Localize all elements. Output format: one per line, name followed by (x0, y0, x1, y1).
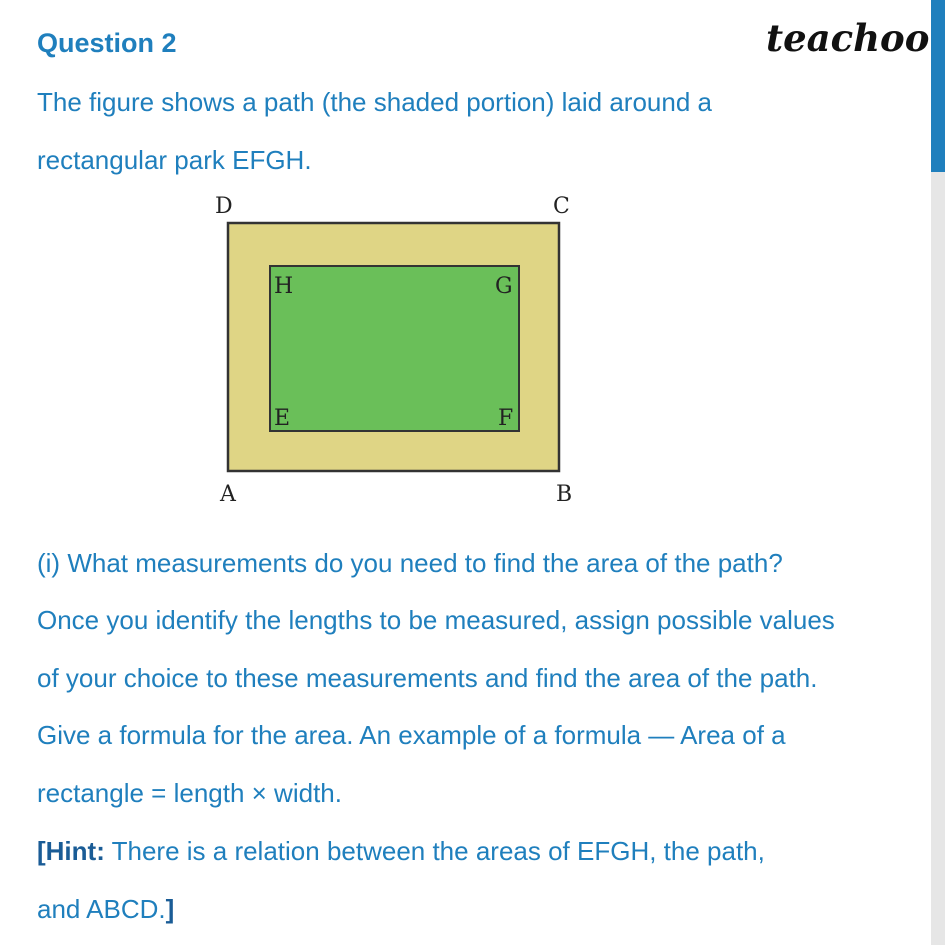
label-c: C (553, 194, 570, 219)
hint-line-2 (37, 894, 174, 925)
label-a: A (220, 482, 236, 507)
inner-rectangle-efgh (270, 266, 519, 431)
park-figure (200, 185, 600, 515)
hint-text-1: There is a relation between the areas of EFGH, the path, (104, 836, 765, 866)
intro-line-1: The figure shows a path (the shaded portion) laid around a (37, 87, 712, 117)
park-diagram (200, 185, 600, 515)
hint-label: [Hint: (37, 836, 105, 866)
label-e: E (274, 406, 291, 431)
part-i-line-3: of your choice to these measurements and find the area of the path. (37, 663, 818, 693)
label-b: B (556, 482, 573, 507)
label-d: D (215, 194, 233, 219)
part-i-line-2: Once you identify the lengths to be measured, assign possible values (37, 605, 835, 635)
hint-close-bracket: ] (165, 894, 175, 924)
part-i-line-4: Give a formula for the area. An example of a formula — Area of a (37, 720, 786, 750)
teachoo-logo: teachoo (766, 16, 930, 60)
scrollbar-thumb[interactable] (931, 0, 945, 172)
label-g: G (495, 274, 513, 299)
question-title: Question 2 (37, 28, 177, 58)
hint-line-1 (37, 836, 765, 867)
label-h: H (274, 274, 294, 299)
part-i-line-1: (i) What measurements do you need to find the area of the path? (37, 548, 783, 578)
part-i-line-5: rectangle = length × width. (37, 778, 342, 808)
intro-line-2: rectangular park EFGH. (37, 145, 312, 175)
label-f: F (498, 406, 514, 431)
hint-text-2: and ABCD. (37, 894, 166, 924)
